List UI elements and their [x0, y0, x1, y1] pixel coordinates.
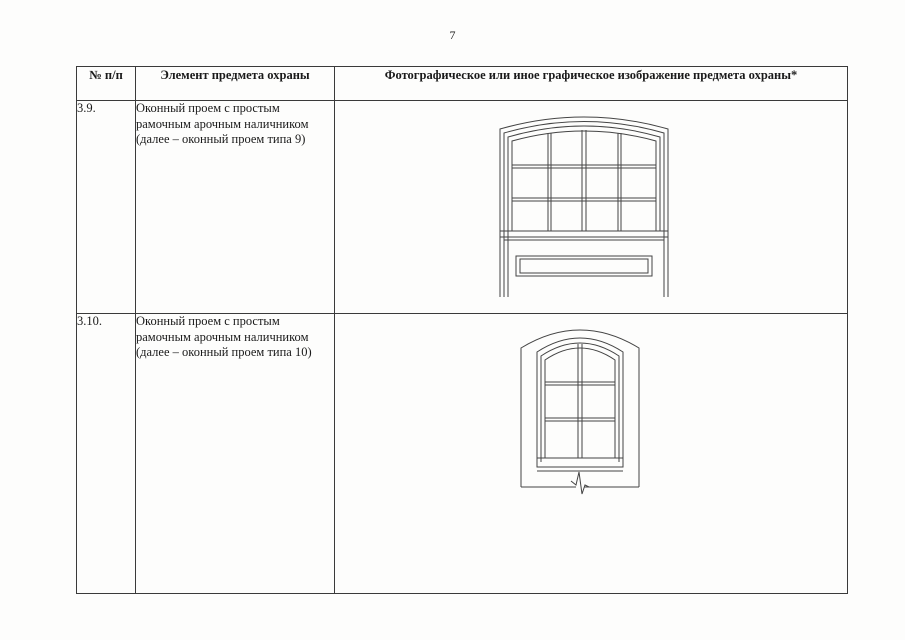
row-image-cell [335, 314, 848, 594]
protection-table [76, 66, 848, 594]
row-number: 3.10. [77, 314, 136, 594]
row-image-cell [335, 101, 848, 314]
table-header-row [77, 67, 848, 101]
row-element-description: Оконный проем с простым рамочным арочным наличником (далее – оконный проем типа 9) [136, 101, 335, 314]
header-element: Элемент предмета охраны [136, 67, 335, 101]
row-element-description: Оконный проем с простым рамочным арочным наличником (далее – оконный проем типа 10) [136, 314, 335, 594]
arched-window-type-10-drawing [519, 322, 641, 502]
table-row [77, 314, 848, 594]
row-number: 3.9. [77, 101, 136, 314]
arched-window-type-9-drawing [498, 107, 670, 297]
header-num: № п/п [77, 67, 136, 101]
table-row [77, 101, 848, 314]
header-image: Фотографическое или иное графическое изображение предмета охраны* [335, 67, 848, 101]
page-number: 7 [449, 28, 456, 42]
